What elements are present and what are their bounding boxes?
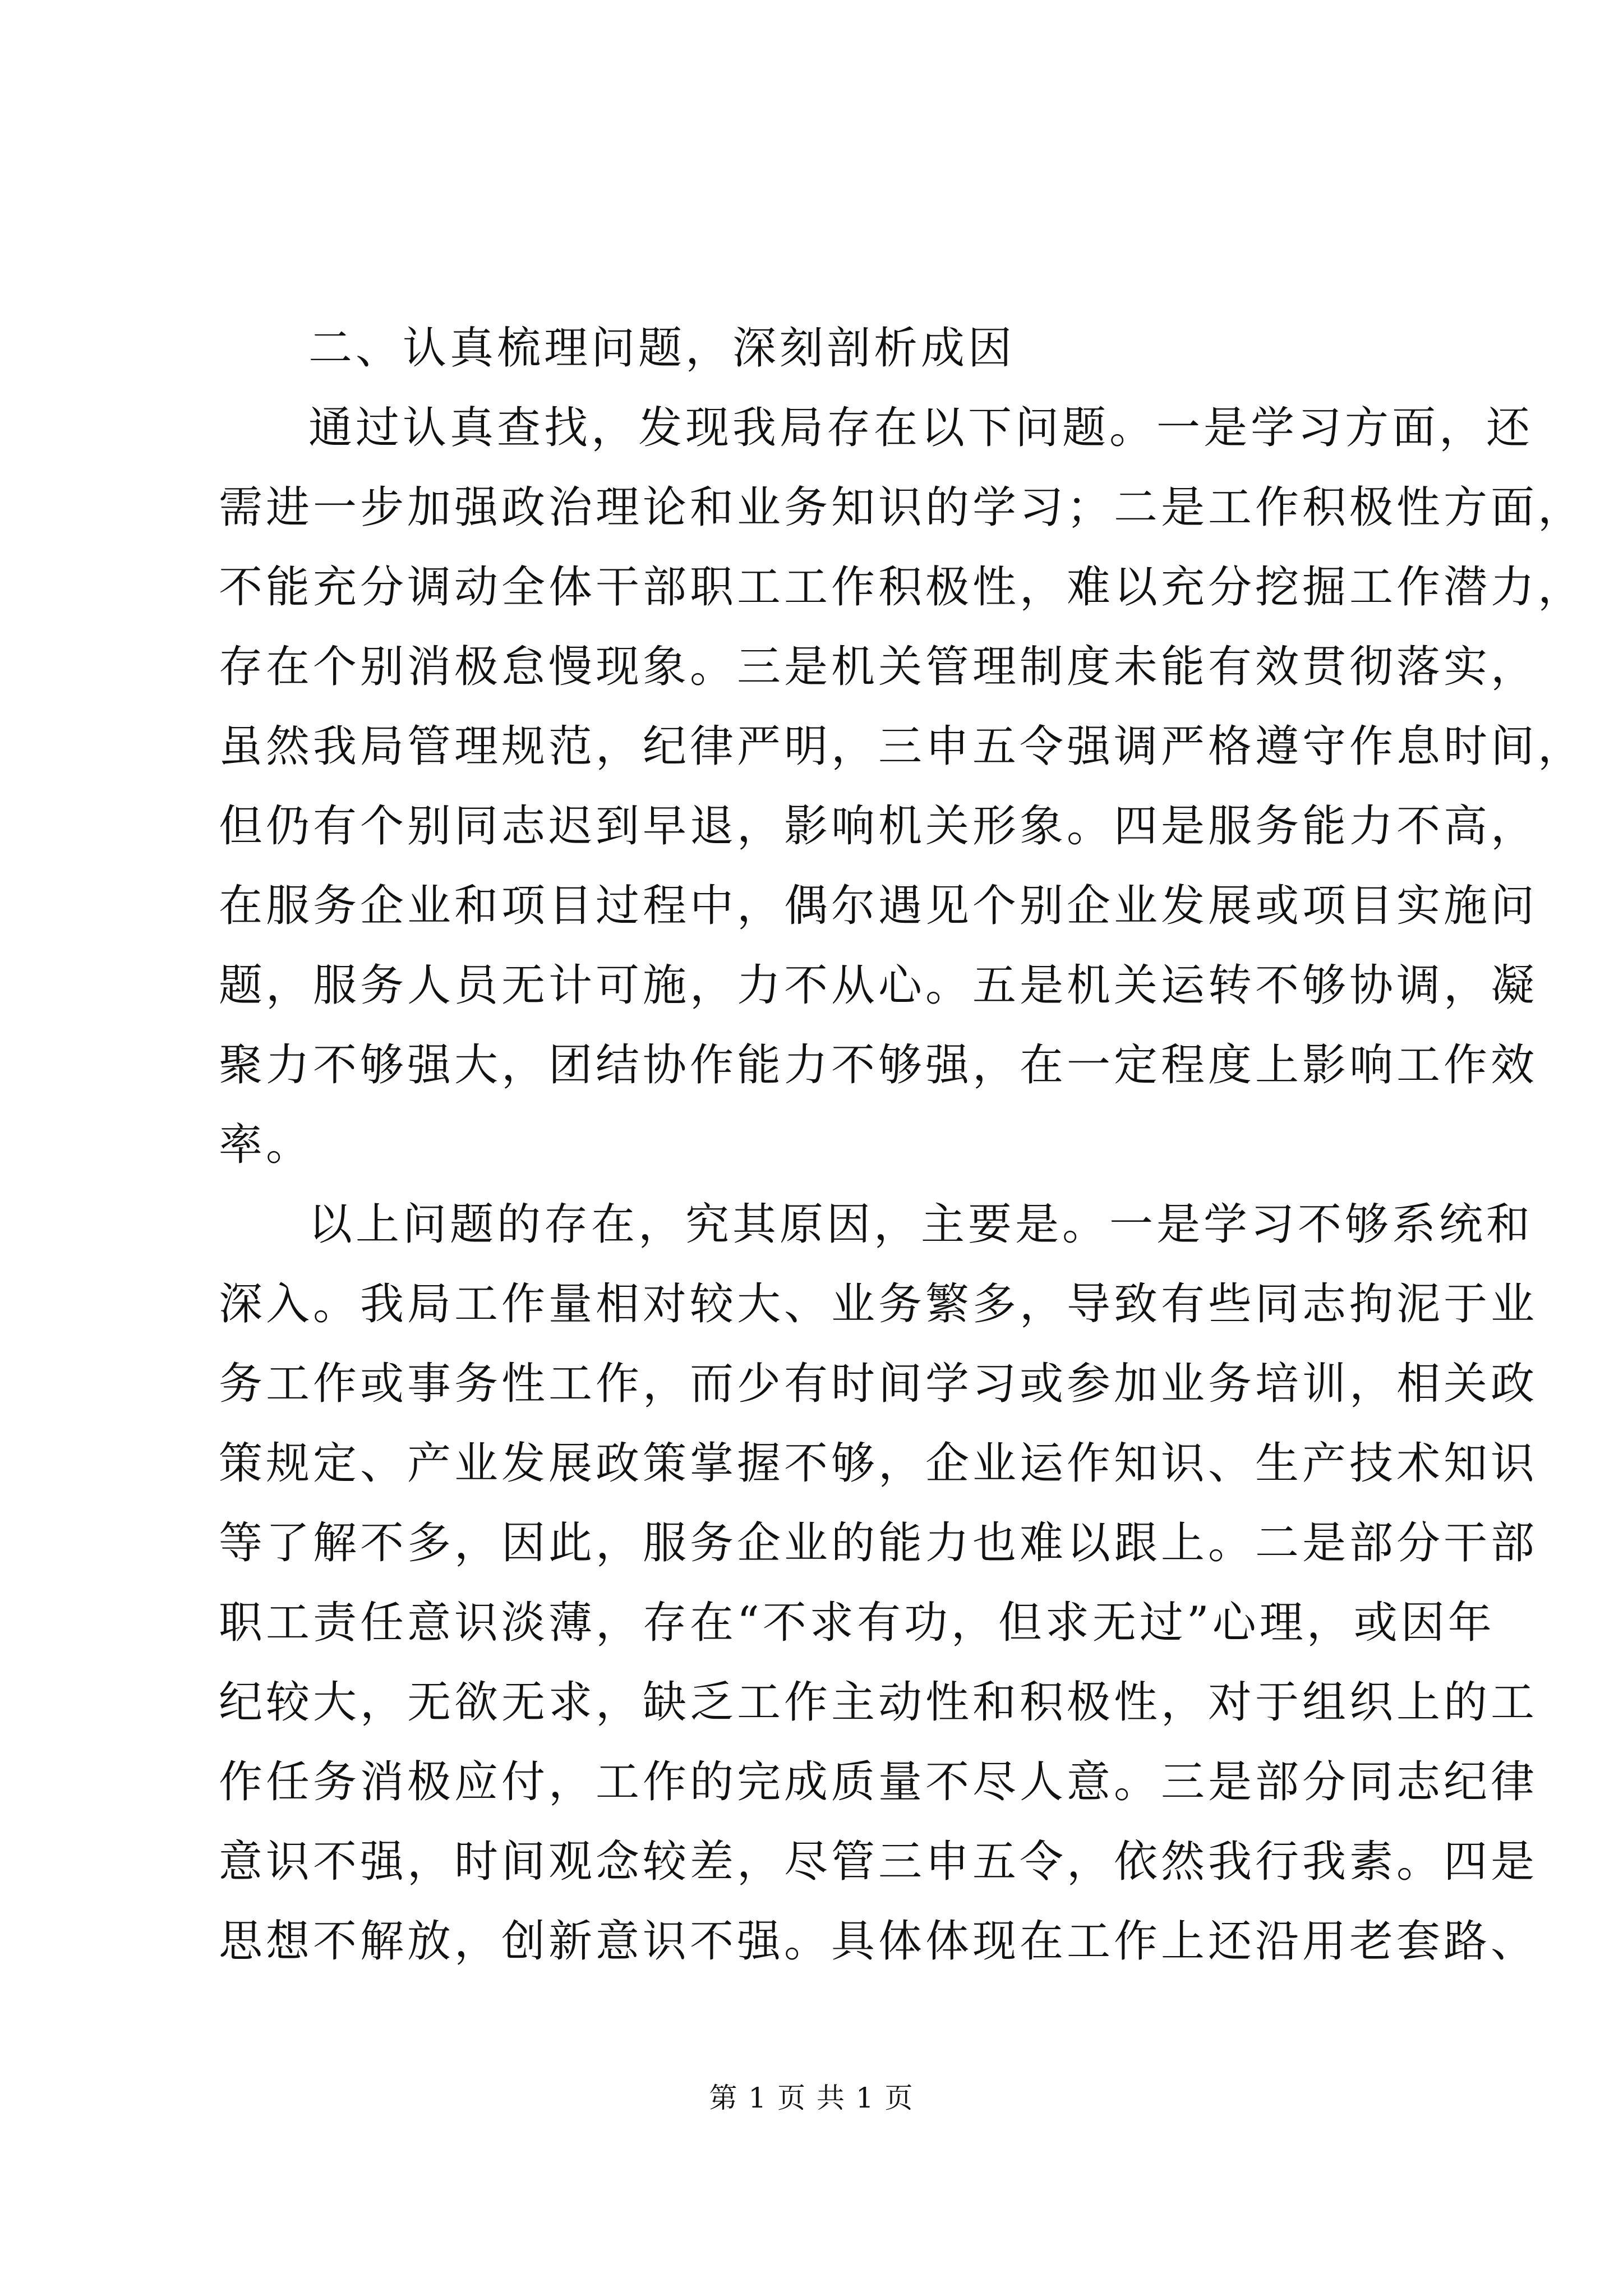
paragraph-line: 务工作或事务性工作，而少有时间学习或参加业务培训，相关政 <box>219 1359 1538 1409</box>
document-body <box>219 309 1585 1981</box>
paragraph-line: 需进一步加强政治理论和业务知识的学习；二是工作积极性方面， <box>219 482 1585 533</box>
paragraph-line: 策规定、产业发展政策掌握不够，企业运作知识、生产技术知识 <box>219 1438 1538 1489</box>
paragraph-line: 深入。我局工作量相对较大、业务繁多，导致有些同志拘泥于业 <box>219 1279 1538 1329</box>
paragraph-line: 纪较大，无欲无求，缺乏工作主动性和积极性，对于组织上的工 <box>219 1677 1538 1728</box>
paragraph-line: 聚力不够强大，团结协作能力不够强，在一定程度上影响工作效 <box>219 1040 1538 1091</box>
paragraph-causes <box>219 1185 1538 1981</box>
paragraph-line: 职工责任意识淡薄，存在“不求有功，但求无过”心理，或因年 <box>219 1598 1495 1648</box>
paragraph-line: 思想不解放，创新意识不强。具体体现在工作上还沿用老套路、 <box>219 1916 1538 1967</box>
paragraph-line: 在服务企业和项目过程中，偶尔遇见个别企业发展或项目实施问 <box>219 881 1538 931</box>
page-footer: 第 1 页 共 1 页 <box>709 2082 914 2114</box>
paragraph-line: 率。 <box>219 1120 313 1170</box>
paragraph-line: 作任务消极应付，工作的完成质量不尽人意。三是部分同志纪律 <box>219 1757 1538 1807</box>
paragraph-line: 以上问题的存在，究其原因，主要是。一是学习不够系统和 <box>308 1199 1534 1250</box>
paragraph-line: 但仍有个别同志迟到早退，影响机关形象。四是服务能力不高， <box>219 801 1538 852</box>
paragraph-line: 通过认真查找，发现我局存在以下问题。一是学习方面，还 <box>308 403 1534 453</box>
section-heading: 二、认真梳理问题，深刻剖析成因 <box>308 323 1016 374</box>
paragraph-line: 题，服务人员无计可施，力不从心。五是机关运转不够协调，凝 <box>219 960 1538 1011</box>
paragraph-line: 意识不强，时间观念较差，尽管三申五令，依然我行我素。四是 <box>219 1837 1538 1887</box>
paragraph-problems <box>219 388 1585 1185</box>
paragraph-line: 虽然我局管理规范，纪律严明，三申五令强调严格遵守作息时间， <box>219 721 1585 772</box>
paragraph-line: 不能充分调动全体干部职工工作积极性，难以充分挖掘工作潜力， <box>219 562 1585 613</box>
paragraph-line: 等了解不多，因此，服务企业的能力也难以跟上。二是部分干部 <box>219 1518 1538 1568</box>
paragraph-line: 存在个别消极怠慢现象。三是机关管理制度未能有效贯彻落实， <box>219 642 1538 692</box>
